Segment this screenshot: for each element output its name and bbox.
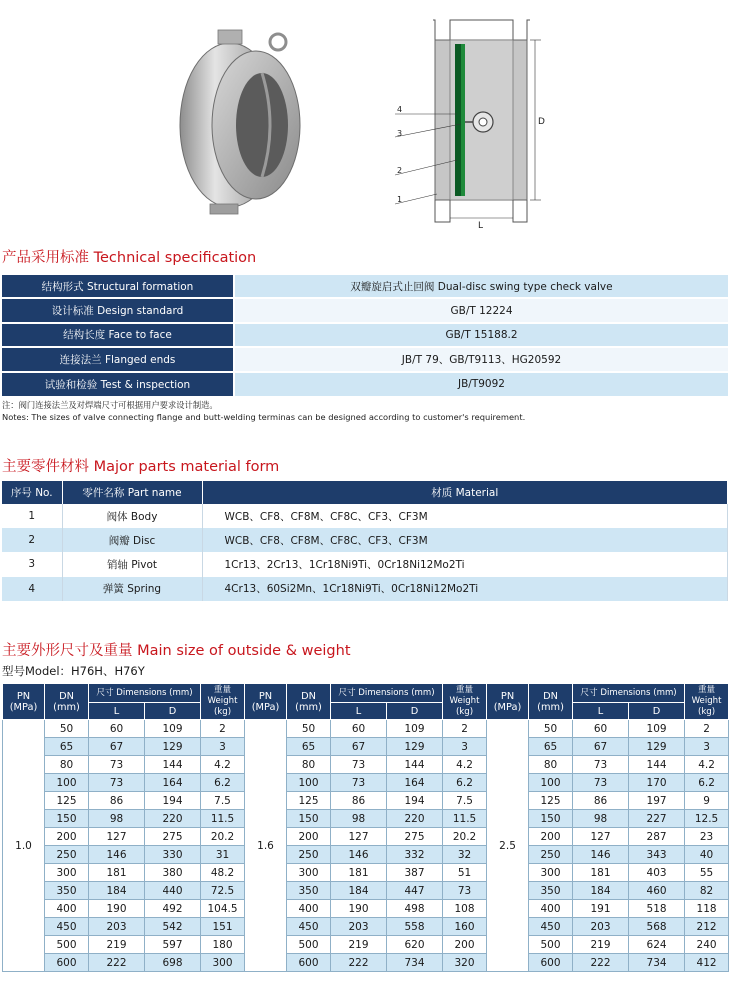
dn-value: 65 xyxy=(45,738,89,756)
d-value: 164 xyxy=(145,774,201,792)
weight-value: 11.5 xyxy=(201,810,245,828)
dn-value: 600 xyxy=(529,954,573,972)
dn-value: 300 xyxy=(287,864,331,882)
l-value: 86 xyxy=(89,792,145,810)
dn-value: 400 xyxy=(287,900,331,918)
weight-value: 3 xyxy=(201,738,245,756)
model-line: 型号Model：H76H、H76Y xyxy=(2,664,145,678)
dn-value: 80 xyxy=(45,756,89,774)
pn-value: 1.0 xyxy=(3,720,45,972)
d-value: 387 xyxy=(387,864,443,882)
header-d xyxy=(629,703,685,720)
table-row xyxy=(3,738,729,756)
table-row xyxy=(3,900,729,918)
table-row xyxy=(3,774,729,792)
weight-value: 6.2 xyxy=(201,774,245,792)
header-pn xyxy=(487,684,529,720)
header-l-text: L xyxy=(597,705,604,717)
d-value: 129 xyxy=(629,738,685,756)
l-value: 60 xyxy=(573,720,629,738)
dn-value: 400 xyxy=(529,900,573,918)
dn-value: 300 xyxy=(45,864,89,882)
part-material: WCB、CF8、CF8M、CF8C、CF3、CF3M xyxy=(202,528,728,552)
header-weight-text: 重量 xyxy=(455,685,474,695)
weight-value: 200 xyxy=(443,936,487,954)
l-value: 60 xyxy=(89,720,145,738)
l-value: 60 xyxy=(331,720,387,738)
dn-value: 100 xyxy=(529,774,573,792)
weight-value: 320 xyxy=(443,954,487,972)
header-dn-text: DN xyxy=(543,690,558,702)
header-dn-text: DN xyxy=(59,690,74,702)
table-header-row xyxy=(3,703,729,720)
header-pn xyxy=(3,684,45,720)
l-value: 191 xyxy=(573,900,629,918)
dn-value: 500 xyxy=(45,936,89,954)
dn-value: 125 xyxy=(287,792,331,810)
spec-label: 试验和检验 Test & inspection xyxy=(2,372,234,396)
header-dn xyxy=(529,684,573,720)
header-pn xyxy=(245,684,287,720)
table-row xyxy=(2,323,728,347)
spec-label: 结构形式 Structural formation xyxy=(2,274,234,298)
l-value: 222 xyxy=(573,954,629,972)
header-dimensions xyxy=(331,684,443,703)
weight-value: 7.5 xyxy=(201,792,245,810)
dn-value: 250 xyxy=(529,846,573,864)
header-dn xyxy=(287,684,331,720)
l-value: 190 xyxy=(89,900,145,918)
dn-value: 450 xyxy=(45,918,89,936)
l-value: 181 xyxy=(331,864,387,882)
l-value: 67 xyxy=(89,738,145,756)
l-value: 146 xyxy=(89,846,145,864)
dn-value: 50 xyxy=(45,720,89,738)
weight-value: 7.5 xyxy=(443,792,487,810)
d-value: 275 xyxy=(145,828,201,846)
spec-label: 设计标准 Design standard xyxy=(2,298,234,322)
d-value: 568 xyxy=(629,918,685,936)
weight-value: 104.5 xyxy=(201,900,245,918)
l-value: 203 xyxy=(89,918,145,936)
part-material: WCB、CF8、CF8M、CF8C、CF3、CF3M xyxy=(202,504,728,528)
weight-value: 72.5 xyxy=(201,882,245,900)
weight-value: 300 xyxy=(201,954,245,972)
d-value: 144 xyxy=(145,756,201,774)
d-value: 403 xyxy=(629,864,685,882)
d-value: 597 xyxy=(145,936,201,954)
header-dn-text: (mm) xyxy=(295,701,322,713)
l-value: 184 xyxy=(89,882,145,900)
d-value: 440 xyxy=(145,882,201,900)
weight-value: 4.2 xyxy=(443,756,487,774)
d-value: 698 xyxy=(145,954,201,972)
header-dimensions xyxy=(573,684,685,703)
header-weight-text: Weight xyxy=(449,696,480,706)
header-material: 材质 Material xyxy=(202,481,728,504)
dn-value: 80 xyxy=(529,756,573,774)
dimension-l-label: L xyxy=(478,221,484,230)
l-value: 67 xyxy=(331,738,387,756)
dn-value: 250 xyxy=(45,846,89,864)
dn-value: 125 xyxy=(45,792,89,810)
header-weight-text: (kg) xyxy=(455,707,474,717)
table-row xyxy=(2,528,728,552)
l-value: 73 xyxy=(573,774,629,792)
d-value: 220 xyxy=(387,810,443,828)
l-value: 98 xyxy=(89,810,145,828)
callout-3: 3 xyxy=(397,129,403,138)
pn-value: 2.5 xyxy=(487,720,529,972)
table-row xyxy=(2,577,728,601)
d-value: 144 xyxy=(387,756,443,774)
l-value: 73 xyxy=(331,756,387,774)
header-no: 序号 No. xyxy=(2,481,62,504)
d-value: 109 xyxy=(387,720,443,738)
d-value: 734 xyxy=(387,954,443,972)
header-dimensions-text: 尺寸 Dimensions (mm) xyxy=(580,687,677,698)
table-row xyxy=(3,720,729,738)
weight-value: 31 xyxy=(201,846,245,864)
table-row xyxy=(3,918,729,936)
part-no: 2 xyxy=(2,528,62,552)
table-row xyxy=(3,846,729,864)
weight-value: 6.2 xyxy=(685,774,729,792)
table-row xyxy=(2,552,728,576)
table-row xyxy=(2,274,728,298)
d-value: 380 xyxy=(145,864,201,882)
header-weight xyxy=(443,684,487,720)
table-row xyxy=(2,372,728,396)
header-pn-text: PN xyxy=(258,690,273,702)
d-value: 447 xyxy=(387,882,443,900)
part-material: 4Cr13、60Si2Mn、1Cr18Ni9Ti、0Cr18Ni12Mo2Ti xyxy=(202,577,728,601)
weight-value: 2 xyxy=(201,720,245,738)
header-weight xyxy=(685,684,729,720)
weight-value: 23 xyxy=(685,828,729,846)
table-row xyxy=(3,810,729,828)
callout-2: 2 xyxy=(397,166,403,175)
table-row xyxy=(2,298,728,322)
spec-label: 结构长度 Face to face xyxy=(2,323,234,347)
spec-value: GB/T 15188.2 xyxy=(234,323,728,347)
dn-value: 100 xyxy=(287,774,331,792)
parts-table xyxy=(2,481,728,601)
d-value: 518 xyxy=(629,900,685,918)
d-value: 498 xyxy=(387,900,443,918)
header-weight-text: (kg) xyxy=(697,707,716,717)
header-l xyxy=(573,703,629,720)
header-l xyxy=(331,703,387,720)
d-value: 332 xyxy=(387,846,443,864)
header-weight-text: Weight xyxy=(691,696,722,706)
dn-value: 600 xyxy=(45,954,89,972)
weight-value: 240 xyxy=(685,936,729,954)
header-d-text: D xyxy=(410,705,419,717)
l-value: 219 xyxy=(573,936,629,954)
header-pn-text: PN xyxy=(16,690,31,702)
l-value: 146 xyxy=(573,846,629,864)
header-dn-text: DN xyxy=(301,690,316,702)
d-value: 109 xyxy=(145,720,201,738)
l-value: 203 xyxy=(573,918,629,936)
d-value: 492 xyxy=(145,900,201,918)
weight-value: 212 xyxy=(685,918,729,936)
weight-value: 11.5 xyxy=(443,810,487,828)
l-value: 184 xyxy=(573,882,629,900)
part-no: 1 xyxy=(2,504,62,528)
weight-value: 2 xyxy=(685,720,729,738)
spec-label: 连接法兰 Flanged ends xyxy=(2,347,234,371)
size-section-title: 主要外形尺寸及重量 Main size of outside & weight xyxy=(2,643,351,659)
header-dimensions-text: 尺寸 Dimensions (mm) xyxy=(96,687,193,698)
d-value: 129 xyxy=(387,738,443,756)
header-dn-text: (mm) xyxy=(537,701,564,713)
spec-value: JB/T9092 xyxy=(234,372,728,396)
dn-value: 250 xyxy=(287,846,331,864)
table-row xyxy=(3,828,729,846)
l-value: 190 xyxy=(331,900,387,918)
dn-value: 65 xyxy=(287,738,331,756)
table-header-row xyxy=(2,481,728,504)
dn-value: 400 xyxy=(45,900,89,918)
dn-value: 200 xyxy=(45,828,89,846)
l-value: 203 xyxy=(331,918,387,936)
d-value: 197 xyxy=(629,792,685,810)
l-value: 98 xyxy=(331,810,387,828)
header-dn-text: (mm) xyxy=(53,701,80,713)
header-pn-text: PN xyxy=(500,690,515,702)
l-value: 67 xyxy=(573,738,629,756)
header-d xyxy=(145,703,201,720)
parts-section-title: 主要零件材料 Major parts material form xyxy=(2,459,280,475)
weight-value: 48.2 xyxy=(201,864,245,882)
d-value: 194 xyxy=(145,792,201,810)
dn-value: 300 xyxy=(529,864,573,882)
d-value: 558 xyxy=(387,918,443,936)
d-value: 330 xyxy=(145,846,201,864)
l-value: 73 xyxy=(331,774,387,792)
table-row xyxy=(3,882,729,900)
d-value: 620 xyxy=(387,936,443,954)
dn-value: 150 xyxy=(45,810,89,828)
dn-value: 65 xyxy=(529,738,573,756)
part-name: 阀瓣 Disc xyxy=(62,528,202,552)
weight-value: 4.2 xyxy=(685,756,729,774)
weight-value: 40 xyxy=(685,846,729,864)
l-value: 222 xyxy=(89,954,145,972)
part-name: 弹簧 Spring xyxy=(62,577,202,601)
d-value: 129 xyxy=(145,738,201,756)
d-value: 194 xyxy=(387,792,443,810)
dn-value: 200 xyxy=(287,828,331,846)
weight-value: 2 xyxy=(443,720,487,738)
header-weight-text: 重量 xyxy=(697,685,716,695)
weight-value: 6.2 xyxy=(443,774,487,792)
part-name: 销轴 Pivot xyxy=(62,552,202,576)
header-d-text: D xyxy=(168,705,177,717)
note-english: Notes: The sizes of valve connecting flange and butt-welding terminas can be designed according to customer's requirement. xyxy=(2,412,526,422)
d-value: 275 xyxy=(387,828,443,846)
valve-section-drawing xyxy=(395,8,555,230)
dn-value: 125 xyxy=(529,792,573,810)
header-dimensions xyxy=(89,684,201,703)
d-value: 220 xyxy=(145,810,201,828)
spec-table xyxy=(2,273,728,396)
weight-value: 151 xyxy=(201,918,245,936)
dn-value: 200 xyxy=(529,828,573,846)
weight-value: 4.2 xyxy=(201,756,245,774)
table-row xyxy=(3,954,729,972)
weight-value: 20.2 xyxy=(443,828,487,846)
dn-value: 100 xyxy=(45,774,89,792)
part-name: 阀体 Body xyxy=(62,504,202,528)
d-value: 170 xyxy=(629,774,685,792)
weight-value: 180 xyxy=(201,936,245,954)
d-value: 109 xyxy=(629,720,685,738)
weight-value: 160 xyxy=(443,918,487,936)
weight-value: 3 xyxy=(443,738,487,756)
header-weight xyxy=(201,684,245,720)
l-value: 219 xyxy=(331,936,387,954)
l-value: 181 xyxy=(573,864,629,882)
d-value: 734 xyxy=(629,954,685,972)
l-value: 73 xyxy=(89,756,145,774)
header-pn-text: (MPa) xyxy=(251,701,280,713)
weight-value: 12.5 xyxy=(685,810,729,828)
weight-value: 51 xyxy=(443,864,487,882)
weight-value: 32 xyxy=(443,846,487,864)
dn-value: 450 xyxy=(529,918,573,936)
header-part-name: 零件名称 Part name xyxy=(62,481,202,504)
d-value: 460 xyxy=(629,882,685,900)
weight-value: 82 xyxy=(685,882,729,900)
l-value: 73 xyxy=(573,756,629,774)
dn-value: 350 xyxy=(529,882,573,900)
header-l xyxy=(89,703,145,720)
l-value: 127 xyxy=(89,828,145,846)
d-value: 542 xyxy=(145,918,201,936)
dn-value: 500 xyxy=(287,936,331,954)
d-value: 227 xyxy=(629,810,685,828)
weight-value: 3 xyxy=(685,738,729,756)
d-value: 164 xyxy=(387,774,443,792)
part-material: 1Cr13、2Cr13、1Cr18Ni9Ti、0Cr18Ni12Mo2Ti xyxy=(202,552,728,576)
weight-value: 55 xyxy=(685,864,729,882)
dn-value: 500 xyxy=(529,936,573,954)
note-chinese: 注：阀门连接法兰及对焊端尺寸可根据用户要求设计制造。 xyxy=(2,400,218,410)
l-value: 222 xyxy=(331,954,387,972)
dn-value: 350 xyxy=(45,882,89,900)
l-value: 181 xyxy=(89,864,145,882)
dn-value: 450 xyxy=(287,918,331,936)
callout-1: 1 xyxy=(397,195,403,204)
spec-section-title: 产品采用标准 Technical specification xyxy=(2,250,257,266)
header-dn xyxy=(45,684,89,720)
table-row xyxy=(3,756,729,774)
table-row xyxy=(2,504,728,528)
dn-value: 600 xyxy=(287,954,331,972)
part-no: 3 xyxy=(2,552,62,576)
dimension-d-label: D xyxy=(538,117,545,127)
table-header-row xyxy=(3,684,729,703)
l-value: 73 xyxy=(89,774,145,792)
l-value: 86 xyxy=(573,792,629,810)
weight-value: 9 xyxy=(685,792,729,810)
product-illustrations xyxy=(0,0,730,236)
dn-value: 150 xyxy=(529,810,573,828)
dn-value: 350 xyxy=(287,882,331,900)
spec-value: 双瓣旋启式止回阀 Dual-disc swing type check valve xyxy=(234,274,728,298)
dn-value: 80 xyxy=(287,756,331,774)
size-weight-table xyxy=(2,683,729,972)
d-value: 343 xyxy=(629,846,685,864)
l-value: 184 xyxy=(331,882,387,900)
l-value: 86 xyxy=(331,792,387,810)
table-row xyxy=(3,936,729,954)
pn-value: 1.6 xyxy=(245,720,287,972)
header-weight-text: 重量 xyxy=(213,685,232,695)
header-d-text: D xyxy=(652,705,661,717)
header-d xyxy=(387,703,443,720)
spec-value: GB/T 12224 xyxy=(234,298,728,322)
table-row xyxy=(2,347,728,371)
dn-value: 50 xyxy=(529,720,573,738)
header-pn-text: (MPa) xyxy=(493,701,522,713)
header-weight-text: (kg) xyxy=(213,707,232,717)
d-value: 624 xyxy=(629,936,685,954)
l-value: 98 xyxy=(573,810,629,828)
weight-value: 73 xyxy=(443,882,487,900)
dn-value: 50 xyxy=(287,720,331,738)
table-row xyxy=(3,864,729,882)
header-dimensions-text: 尺寸 Dimensions (mm) xyxy=(338,687,435,698)
header-pn-text: (MPa) xyxy=(9,701,38,713)
header-l-text: L xyxy=(113,705,120,717)
d-value: 287 xyxy=(629,828,685,846)
dn-value: 150 xyxy=(287,810,331,828)
part-no: 4 xyxy=(2,577,62,601)
l-value: 127 xyxy=(331,828,387,846)
header-l-text: L xyxy=(355,705,362,717)
callout-4: 4 xyxy=(397,105,403,114)
l-value: 219 xyxy=(89,936,145,954)
spec-value: JB/T 79、GB/T9113、HG20592 xyxy=(234,347,728,371)
weight-value: 118 xyxy=(685,900,729,918)
weight-value: 20.2 xyxy=(201,828,245,846)
valve-photo xyxy=(168,28,308,218)
table-row xyxy=(3,792,729,810)
weight-value: 412 xyxy=(685,954,729,972)
l-value: 127 xyxy=(573,828,629,846)
l-value: 146 xyxy=(331,846,387,864)
d-value: 144 xyxy=(629,756,685,774)
header-weight-text: Weight xyxy=(207,696,238,706)
weight-value: 108 xyxy=(443,900,487,918)
